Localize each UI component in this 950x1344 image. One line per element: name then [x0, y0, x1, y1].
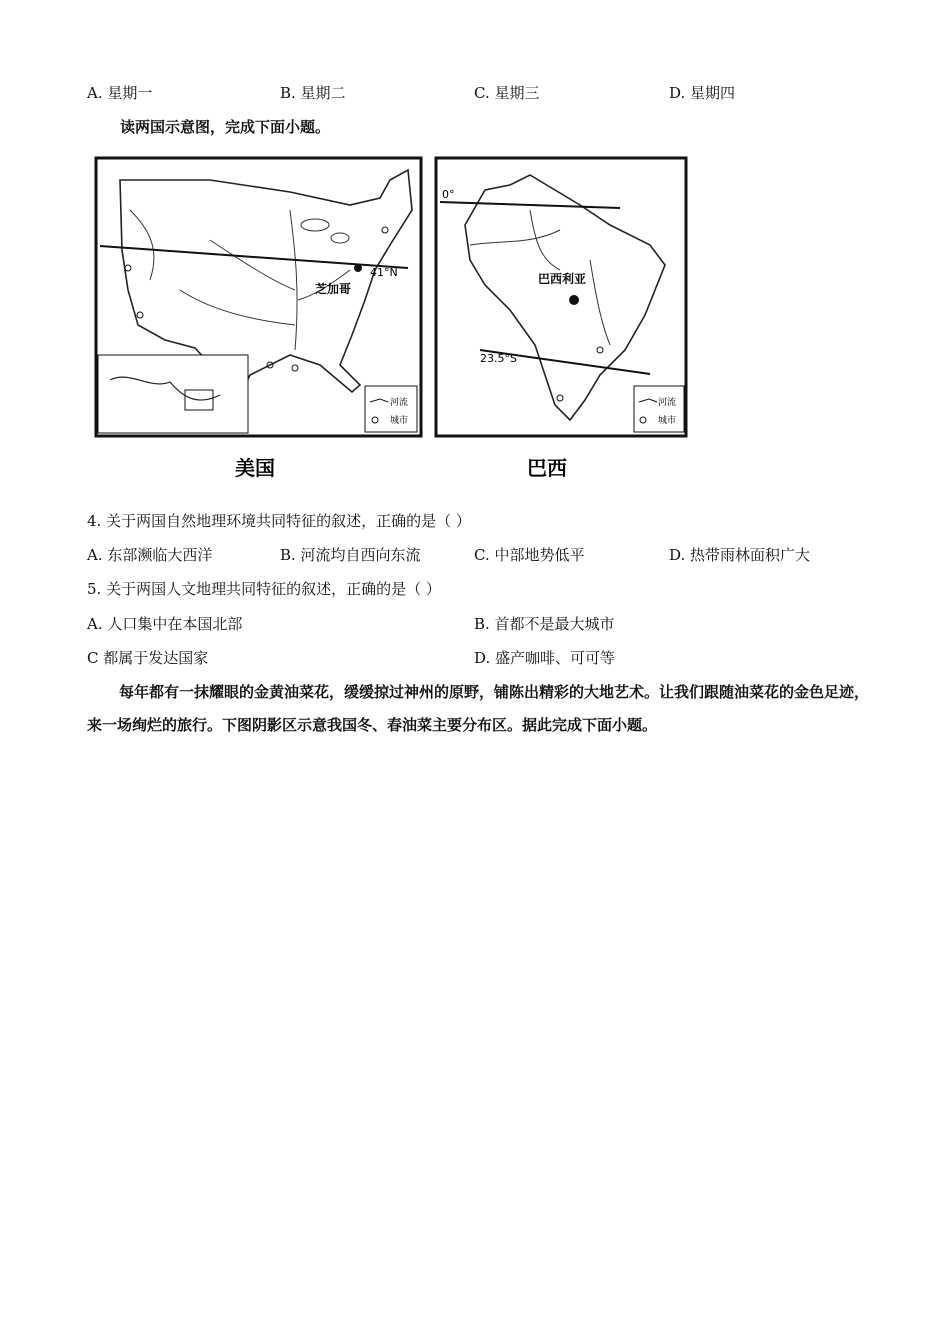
intro-text: 读两国示意图，完成下面小题。 — [120, 118, 331, 136]
q5-stem: 5. 关于两国人文地理共同特征的叙述，正确的是（ ） — [87, 580, 441, 598]
q5-option-a: A. 人口集中在本国北部 — [87, 615, 243, 633]
q3-option-b: B. 星期二 — [280, 84, 346, 102]
q3-option-a: A. 星期一 — [87, 84, 153, 102]
brazil-city-label: 巴西利亚 — [538, 272, 587, 286]
q5-option-b: B. 首都不是最大城市 — [474, 615, 615, 633]
rapeseed-passage: 每年都有一抹耀眼的金黄油菜花，缓缓掠过神州的原野，铺陈出精彩的大地艺术。让我们跟随油菜花的金色足迹，来一场绚烂的旅行。下图阴影区示意我国冬、春油菜主要分布区。据此完成下面小题。 — [87, 683, 870, 734]
q5-option-c: C 都属于发达国家 — [87, 649, 209, 667]
two-country-maps — [90, 150, 700, 485]
usa-map — [96, 158, 421, 480]
brazil-legend-river: 河流 — [658, 398, 677, 408]
q4-stem: 4. 关于两国自然地理环境共同特征的叙述，正确的是（ ） — [87, 512, 471, 530]
q4-option-c: C. 中部地势低平 — [474, 546, 585, 564]
brazil-equator-label: 0° — [442, 188, 455, 201]
q4-option-d: D. 热带雨林面积广大 — [669, 546, 811, 564]
usa-legend-city: 城市 — [390, 416, 409, 426]
brazil-legend-city: 城市 — [658, 416, 677, 426]
brazil-caption: 巴西 — [527, 456, 567, 480]
usa-lat-label: 41°N — [370, 266, 398, 279]
q3-option-c: C. 星期三 — [474, 84, 540, 102]
q3-option-d: D. 星期四 — [669, 84, 736, 102]
q4-option-b: B. 河流均自西向东流 — [280, 546, 421, 564]
usa-city-label: 芝加哥 — [315, 282, 352, 296]
q4-option-a: A. 东部濒临大西洋 — [87, 546, 213, 564]
usa-caption: 美国 — [235, 456, 275, 480]
brazil-tropic-label: 23.5°S — [480, 352, 517, 365]
usa-legend-river: 河流 — [390, 398, 409, 408]
q5-option-d: D. 盛产咖啡、可可等 — [474, 649, 616, 667]
brazil-map — [436, 158, 686, 480]
